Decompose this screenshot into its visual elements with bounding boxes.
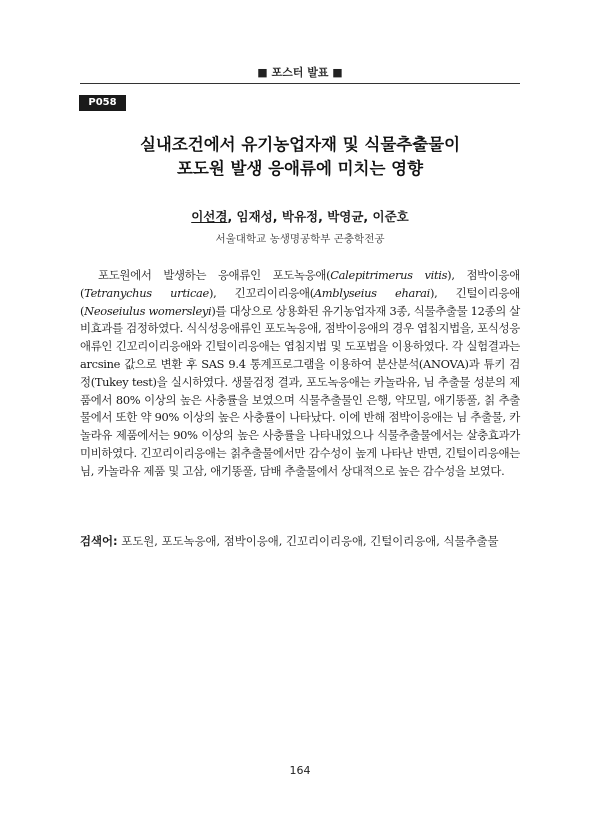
abstract-text: ), 긴꼬리이리응애(: [208, 285, 314, 300]
title-line-2: 포도원 발생 응애류에 미치는 영향: [176, 159, 424, 178]
species-name: Tetranychus urticae: [84, 285, 209, 300]
presentation-code-badge: P058: [79, 95, 126, 111]
affiliation: 서울대학교 농생명공학부 곤충학전공: [215, 233, 385, 245]
species-name: Amblyseius eharai: [313, 285, 430, 300]
presenting-author: 이선경: [191, 209, 228, 224]
co-authors: , 임재성, 박유정, 박영균, 이준호: [227, 209, 409, 224]
abstract-text: ), 점박이응애(: [80, 268, 520, 300]
species-name: Neoseiulus womersleyi: [84, 303, 212, 318]
header-rule: [80, 83, 520, 84]
keywords-label: 검색어:: [80, 534, 118, 548]
abstract-text: )를 대상으로 상용화된 유기농업자재 3종, 식물추출물 12종의 살비효과를 검정하였다. 식식성응애류인 포도녹응애, 점박이응애의 경우 엽침지법을, 포식성응애류인 긴꼬리이리응애와 긴털이리응애는 엽침지법 및 도포법을 이용하였다. 각 실험결과는 arcsine 값으로 변환 후 SAS 9.4 통계프로그램을 이용하여 분산분석(ANOVA)과 튜키 검정(Tukey test)을 실시하였다. 생물검정 결과, 포도녹응애는 카놀라유, 님 추출물 성분의 제품에서 80% 이상의 높은 사충률을 보였으며 식물추출물인 은행, 약모밀, 애기똥풀, 칡 추출물에서 또한 약 90% 이상의 높은 사충률이 나타났다. 이에 반해 점박이응애는 님 추출물, 카놀라유 제품에서는 90% 이상의 높은 사충률을 나타내었으나 식물추출물에서는 살충효과가 미비하였다. 긴꼬리이리응애는 칡추출물에서만 감수성이 높게 나타난 반면, 긴털이리응애는 님, 카놀라유 제품 및 고삼, 애기똥풀, 담배 추출물에서 상대적으로 높은 감수성을 보였다.: [80, 303, 520, 478]
title-line-1: 실내조건에서 유기농업자재 및 식물추출물이: [139, 135, 461, 154]
abstract-body: [80, 267, 520, 481]
species-name: Calepitrimerus vitis: [330, 268, 448, 282]
page-number: 164: [289, 764, 311, 777]
keywords: [80, 532, 520, 550]
abstract-text: ), 긴털이리응애(: [80, 285, 520, 318]
abstract-text: 포도원에서 발생하는 응애류인 포도녹응애(: [98, 268, 331, 282]
paper-title: [0, 133, 600, 181]
keywords-value: 포도원, 포도녹응애, 점박이응애, 긴꼬리이리응애, 긴털이리응애, 식물추출물: [121, 534, 499, 548]
section-header: ■ 포스터 발표 ■: [257, 66, 343, 79]
author-list: [0, 207, 600, 225]
